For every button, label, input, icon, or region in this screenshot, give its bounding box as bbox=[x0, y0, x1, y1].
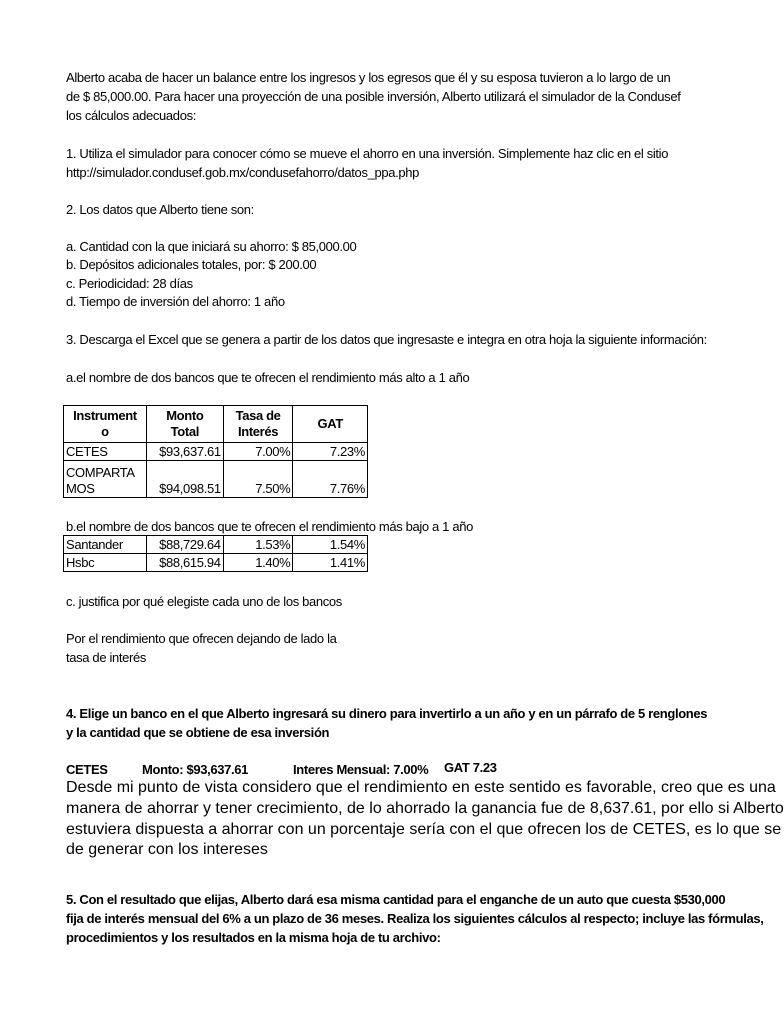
header-cell: Instrument o bbox=[64, 406, 147, 443]
high-yield-table bbox=[63, 405, 368, 498]
step3-b-label: b.el nombre de dos bancos que te ofrecen el rendimiento más bajo a 1 año bbox=[66, 519, 473, 534]
table-row bbox=[64, 443, 368, 461]
step3-c-label: c. justifica por qué elegiste cada uno de los bancos bbox=[66, 594, 342, 609]
table-row bbox=[64, 536, 368, 554]
table-cell: $93,637.61 bbox=[146, 443, 223, 461]
table-cell: 1.54% bbox=[293, 536, 368, 554]
header-cell: GAT bbox=[293, 406, 368, 443]
table-cell: 7.76% bbox=[293, 461, 368, 498]
step4-paragraph bbox=[66, 777, 784, 861]
low-yield-table bbox=[63, 535, 368, 572]
intro-line-3: los cálculos adecuados: bbox=[66, 108, 196, 123]
step3-block bbox=[66, 332, 707, 388]
step3-a-label: a.el nombre de dos bancos que te ofrecen el rendimiento más alto a 1 año bbox=[66, 370, 470, 385]
step4-block bbox=[66, 706, 708, 744]
table-row bbox=[64, 554, 368, 572]
table-cell: $94,098.51 bbox=[146, 461, 223, 498]
chosen-gat: GAT 7.23 bbox=[444, 760, 497, 775]
step2-title: 2. Los datos que Alberto tiene son: bbox=[66, 202, 254, 217]
chosen-bank: CETES bbox=[66, 762, 108, 777]
justification-line-1: Por el rendimiento que ofrecen dejando de lado la bbox=[66, 631, 337, 646]
step1-line-1: 1. Utiliza el simulador para conocer cómo se mueve el ahorro en una inversión. Simplemente haz clic en el sitio bbox=[66, 146, 669, 161]
step2-item-c: c. Periodicidad: 28 días bbox=[66, 276, 193, 291]
paragraph-line-1: Desde mi punto de vista considero que el rendimiento en este sentido es favorable, creo que es una bbox=[66, 779, 776, 796]
step1-url: http://simulador.condusef.gob.mx/condusefahorro/datos_ppa.php bbox=[66, 165, 420, 180]
header-cell: Tasa de Interés bbox=[223, 406, 293, 443]
table-cell: 1.40% bbox=[223, 554, 293, 572]
intro-line-2: de $ 85,000.00. Para hacer una proyección de una posible inversión, Alberto utilizará el simulador de la Condusef bbox=[66, 89, 681, 104]
intro-block bbox=[66, 70, 681, 126]
step2-block bbox=[66, 202, 673, 314]
paragraph-line-4: de generar con los intereses bbox=[66, 841, 268, 858]
table-row bbox=[64, 461, 368, 498]
step4-line-2: y la cantidad que se obtiene de esa inversión bbox=[66, 725, 330, 740]
table-cell: Santander bbox=[64, 536, 147, 554]
step3-title: 3. Descarga el Excel que se genera a partir de los datos que ingresaste e integra en otra hoja la siguiente información: bbox=[66, 332, 707, 347]
step4-line-1: 4. Elige un banco en el que Alberto ingresará su dinero para invertirlo a un año y en un párrafo de 5 renglones bbox=[66, 706, 708, 721]
step5-block bbox=[66, 892, 764, 950]
chosen-monto: Monto: $93,637.61 bbox=[142, 762, 249, 777]
table-cell: CETES bbox=[64, 443, 147, 461]
table-cell: Hsbc bbox=[64, 554, 147, 572]
justification-line-2: tasa de interés bbox=[66, 650, 147, 665]
step2-item-a: a. Cantidad con la que iniciará su ahorro: $ 85,000.00 bbox=[66, 239, 357, 254]
step5-line-1: 5. Con el resultado que elijas, Alberto dará esa misma cantidad para el enganche de un auto que cuesta $530,000 bbox=[66, 892, 726, 907]
header-cell: Monto Total bbox=[146, 406, 223, 443]
table-cell: COMPARTA MOS bbox=[64, 461, 147, 498]
table-cell: $88,729.64 bbox=[146, 536, 223, 554]
table-cell: 1.41% bbox=[293, 554, 368, 572]
step5-line-2: fija de interés mensual del 6% a un plazo de 36 meses. Realiza los siguientes cálculos al respecto; incluye las fórmulas, bbox=[66, 911, 764, 926]
paragraph-line-3: estuviera dispuesta a ahorrar con un porcentaje sería con el que ofrecen los de CETES, es lo que se bbox=[66, 821, 782, 838]
paragraph-line-2: manera de ahorrar y tener crecimiento, de lo ahorrado la ganancia fue de 8,637.61, por ello si Alberto bbox=[66, 800, 784, 817]
step1-block bbox=[66, 146, 673, 184]
table-header-row bbox=[64, 406, 368, 443]
step3-c-block bbox=[66, 594, 673, 670]
step2-item-b: b. Depósitos adicionales totales, por: $ 200.00 bbox=[66, 257, 317, 272]
table-cell: 7.00% bbox=[223, 443, 293, 461]
chosen-interes: Interes Mensual: 7.00% bbox=[293, 762, 429, 777]
intro-line-1: Alberto acaba de hacer un balance entre los ingresos y los egresos que él y su esposa tuvieron a lo largo de un bbox=[66, 70, 671, 85]
table-cell: 1.53% bbox=[223, 536, 293, 554]
table-cell: 7.50% bbox=[223, 461, 293, 498]
table-cell: 7.23% bbox=[293, 443, 368, 461]
step2-item-d: d. Tiempo de inversión del ahorro: 1 año bbox=[66, 294, 285, 309]
step5-line-3: procedimientos y los resultados en la misma hoja de tu archivo: bbox=[66, 930, 441, 945]
table-cell: $88,615.94 bbox=[146, 554, 223, 572]
